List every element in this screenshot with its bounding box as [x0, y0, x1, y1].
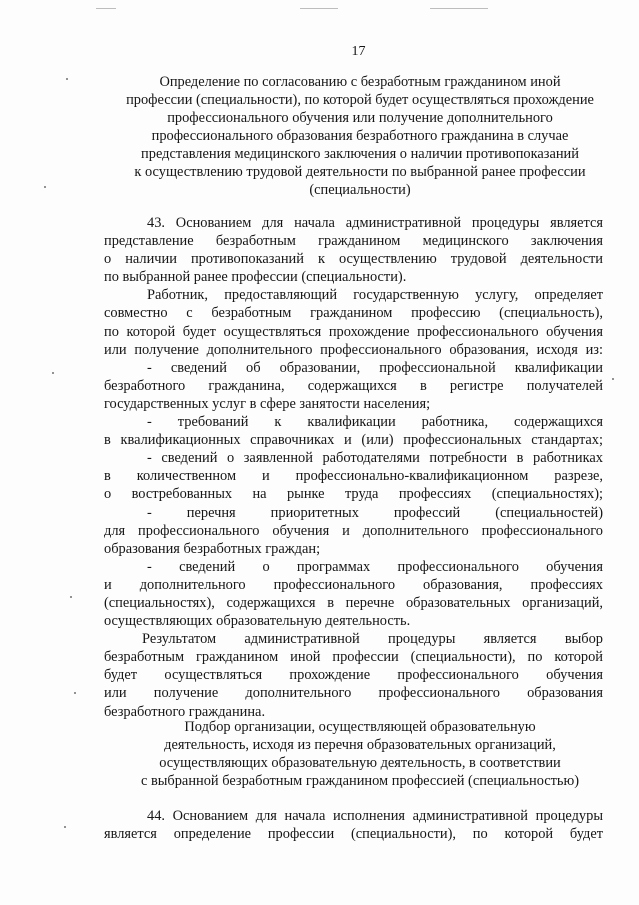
scan-speck	[70, 596, 72, 598]
text-line: совместно с безработным гражданином профессию (специальность),	[104, 305, 603, 322]
heading-line: осуществляющих образовательную деятельность, в соответствии	[159, 755, 561, 771]
text-line: безработным гражданином иной профессии (специальности), по которой	[104, 649, 603, 666]
list-item-line: - требований к квалификации работника, содержащихся	[147, 414, 603, 431]
heading-line: представления медицинского заключения о наличии противопоказаний	[141, 146, 579, 162]
scan-speck	[66, 78, 68, 80]
text-line: безработного гражданина.	[104, 703, 266, 720]
text-line: образования безработных граждан;	[104, 540, 321, 557]
scan-artifact	[300, 8, 338, 9]
section-heading-organization-selection	[100, 718, 620, 790]
scan-speck	[74, 692, 76, 694]
heading-line: профессионального обучения или получение дополнительного	[167, 110, 553, 126]
text-line: по выбранной ранее профессии (специальности).	[104, 269, 407, 286]
text-line: Работник, предоставляющий государственную услугу, определяет	[147, 287, 603, 304]
heading-line: профессии (специальности), по которой будет осуществляться прохождение	[126, 92, 594, 108]
clause-44-block	[104, 807, 603, 843]
clause-43-block	[104, 214, 603, 721]
scan-speck	[64, 826, 66, 828]
text-line: и дополнительного профессионального образования, профессиях	[104, 576, 603, 593]
scan-speck	[44, 186, 46, 188]
heading-line: с выбранной безработным гражданином профессией (специальностью)	[140, 773, 580, 789]
heading-line: (специальности)	[309, 182, 411, 198]
heading-line: к осуществлению трудовой деятельности по выбранной ранее профессии	[134, 164, 586, 180]
heading-line: деятельность, исходя из перечня образовательных организаций,	[164, 737, 556, 753]
scan-artifact	[96, 8, 116, 9]
page-number: 17	[351, 44, 366, 59]
heading-line: Определение по согласованию с безработным гражданином иной	[159, 74, 561, 90]
scan-speck	[52, 372, 54, 374]
list-item-line: - перечня приоритетных профессий (специальностей)	[147, 504, 603, 521]
text-line: о наличии противопоказаний к осуществлению трудовой деятельности	[104, 251, 603, 268]
text-line: по которой будет осуществляться прохождение профессионального обучения	[104, 323, 603, 340]
list-item-line: - сведений о программах профессионального обучения	[147, 558, 603, 575]
text-line: о востребованных на рынке труда профессиях (специальностях);	[104, 486, 603, 503]
text-line: или получение дополнительного профессионального образования	[104, 685, 603, 702]
text-line: в квалификационных справочниках и (или) профессиональных стандартах;	[104, 432, 603, 449]
text-line: или получение дополнительного профессионального образования, исходя из:	[104, 341, 603, 358]
text-line: осуществляющих образовательную деятельность.	[104, 613, 411, 630]
list-item-line: - сведений об образовании, профессиональной квалификации	[147, 359, 603, 376]
text-line: для профессионального обучения и дополнительного профессионального	[104, 522, 603, 539]
heading-line: профессионального образования безработного гражданина в случае	[151, 128, 569, 144]
text-line: безработного гражданина, содержащихся в регистре получателей	[104, 377, 603, 394]
text-line: Результатом административной процедуры является выбор	[142, 631, 603, 648]
text-line: в количественном и профессионально-квалификационном разрезе,	[104, 468, 603, 485]
text-line: государственных услуг в сфере занятости населения;	[104, 395, 431, 412]
text-line: будет осуществляться прохождение профессионального обучения	[104, 667, 603, 684]
section-heading-medical-contraindications	[100, 73, 620, 199]
text-line: является определение профессии (специальности), по которой будет	[104, 826, 603, 843]
list-item-line: - сведений о заявленной работодателями потребности в работниках	[147, 450, 603, 467]
text-line: представление безработным гражданином медицинского заключения	[104, 233, 603, 250]
text-line: 43. Основанием для начала административной процедуры является	[147, 215, 603, 231]
scan-speck	[612, 378, 614, 380]
scan-artifact	[430, 8, 488, 9]
text-line: (специальностях), содержащихся в перечне образовательных организаций,	[104, 594, 603, 611]
text-line: 44. Основанием для начала исполнения административной процедуры	[147, 808, 603, 824]
heading-line: Подбор организации, осуществляющей образовательную	[184, 719, 536, 735]
